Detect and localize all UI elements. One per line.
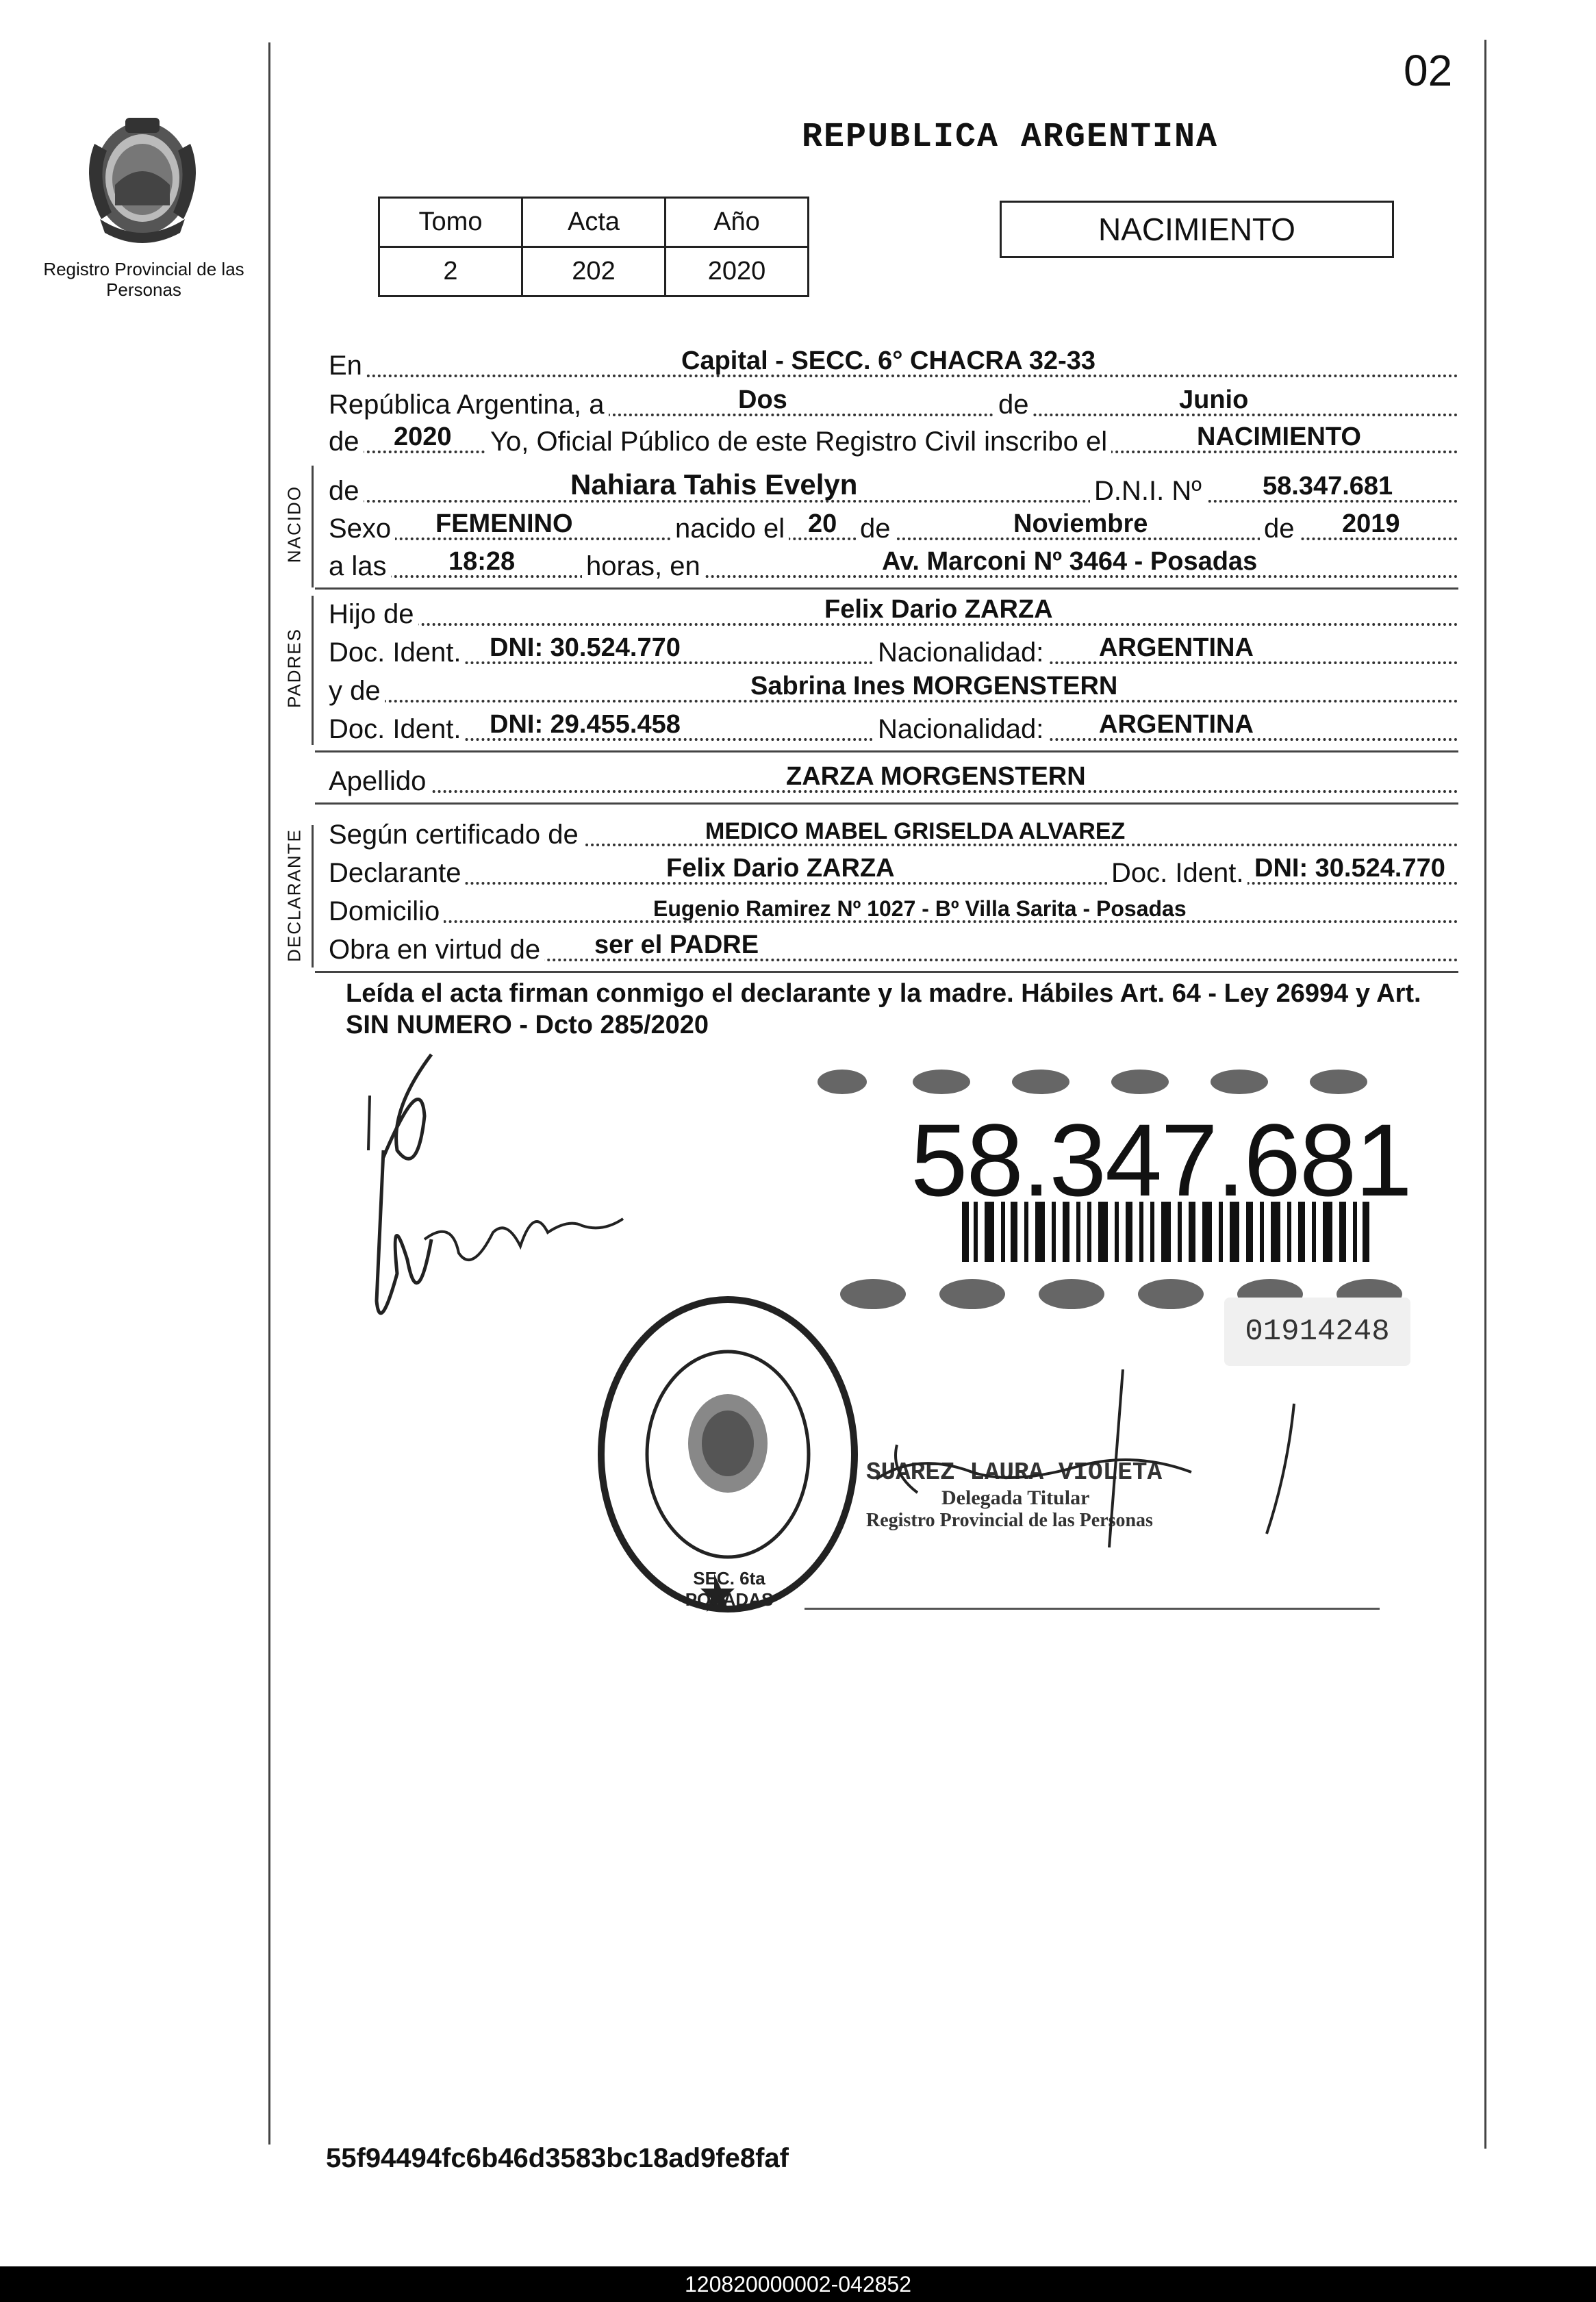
registry-caption: Registro Provincial de las Personas: [43, 259, 244, 300]
value-lugar: Capital - SECC. 6° CHACRA 32-33: [681, 346, 1096, 375]
left-margin-line: [268, 42, 270, 2145]
row-padre: [329, 594, 1458, 635]
value-madre-nac: ARGENTINA: [1099, 710, 1254, 739]
anio-header: Año: [666, 198, 809, 247]
label-de: de: [994, 390, 1033, 420]
value-padre: Felix Dario ZARZA: [824, 595, 1053, 624]
acta-header: Acta: [522, 198, 666, 247]
label-declarante: Declarante: [329, 858, 465, 889]
anio-value: 2020: [666, 247, 809, 296]
label-apellido: Apellido: [329, 766, 430, 797]
tomo-header: Tomo: [379, 198, 522, 247]
value-nombre: Nahiara Tahis Evelyn: [570, 468, 858, 501]
document-title: REPUBLICA ARGENTINA: [801, 118, 1219, 157]
label-de2: de: [856, 514, 895, 544]
label-horas-en: horas, en: [582, 551, 705, 582]
value-madre: Sabrina Ines MORGENSTERN: [750, 672, 1118, 700]
value-mes: Junio: [1179, 385, 1249, 414]
row-acto: [329, 422, 1458, 463]
label-domicilio: Domicilio: [329, 896, 444, 927]
row-nombre: [329, 468, 1458, 512]
label-nacionalidad: Nacionalidad:: [874, 637, 1048, 668]
sticker-dni-number: 58.347.681: [911, 1102, 1411, 1217]
acta-value: 202: [522, 247, 666, 296]
label-segun: Según certificado de: [329, 820, 583, 850]
record-type-box: NACIMIENTO: [1000, 201, 1394, 258]
value-apellido: ZARZA MORGENSTERN: [786, 762, 1086, 791]
label-nacionalidad-madre: Nacionalidad:: [874, 714, 1048, 745]
label-a-las: a las: [329, 551, 391, 582]
signature-delegada: [876, 1369, 1315, 1575]
tomo-value: 2: [379, 247, 522, 296]
row-hora: [329, 546, 1458, 587]
row-fecha: [329, 385, 1458, 426]
value-dia-nac: 20: [808, 509, 837, 538]
record-table: [378, 197, 809, 297]
value-lugar-nac: Av. Marconi Nº 3464 - Posadas: [882, 547, 1258, 576]
footer-code: 120820000002-042852: [0, 2266, 1596, 2302]
value-madre-doc: DNI: 29.455.458: [490, 710, 681, 739]
row-domicilio: [329, 891, 1458, 933]
row-declarante: [329, 853, 1458, 894]
value-padre-nac: ARGENTINA: [1099, 633, 1254, 662]
section-declarante: DECLARANTE: [283, 829, 305, 962]
row-obra: [329, 930, 1458, 971]
row-certificado: [329, 815, 1458, 856]
value-padre-doc: DNI: 30.524.770: [490, 633, 681, 662]
label-obra: Obra en virtud de: [329, 935, 544, 965]
right-margin-line: [1484, 40, 1486, 2149]
row-lugar: [329, 346, 1458, 387]
label-hijo-de: Hijo de: [329, 599, 418, 630]
label-nacido-el: nacido el: [671, 514, 789, 544]
value-certificado: MEDICO MABEL GRISELDA ALVAREZ: [705, 818, 1126, 844]
value-declarante-doc: DNI: 30.524.770: [1254, 854, 1445, 883]
document-hash: 55f94494fc6b46d3583bc18ad9fe8faf: [326, 2143, 789, 2173]
official-office: Registro Provincial de las Personas: [866, 1510, 1153, 1531]
label-de-start: de: [329, 427, 364, 457]
label-de-name: de: [329, 476, 364, 507]
row-sexo: [329, 509, 1458, 550]
value-dia: Dos: [738, 385, 787, 414]
label-en: En: [329, 351, 366, 381]
label-doc-ident: Doc. Ident.: [329, 637, 465, 668]
row-madre-doc: [329, 709, 1458, 750]
official-name: SUAREZ LAURA VIOLETA: [866, 1458, 1163, 1487]
official-role: Delegada Titular: [941, 1487, 1090, 1509]
value-hora: 18:28: [448, 547, 516, 576]
label-dni: D.N.I. Nº: [1090, 476, 1206, 507]
page-number: 02: [1404, 46, 1453, 95]
value-mes-nac: Noviembre: [1013, 509, 1148, 538]
section-nacido: NACIDO: [283, 485, 305, 564]
row-madre: [329, 671, 1458, 712]
value-acto: NACIMIENTO: [1197, 422, 1361, 451]
row-padre-doc: [329, 633, 1458, 674]
label-doc-ident-decl: Doc. Ident.: [1107, 858, 1247, 889]
value-anio: 2020: [394, 422, 452, 451]
sticker-serial: 01914248: [1224, 1298, 1410, 1366]
label-yo: Yo, Oficial Público de este Registro Civil inscribo el: [486, 427, 1111, 457]
value-domicilio: Eugenio Ramirez Nº 1027 - Bº Villa Sarita - Posadas: [653, 896, 1187, 921]
closing-note: Leída el acta firman conmigo el declarante y la madre. Hábiles Art. 64 - Ley 26994 y Art. SIN NUMERO - Dcto 285/2020: [346, 979, 1421, 1039]
label-de3: de: [1260, 514, 1299, 544]
value-sexo: FEMENINO: [435, 509, 573, 538]
value-declarante: Felix Dario ZARZA: [666, 854, 895, 883]
section-padres: PADRES: [283, 628, 305, 708]
label-y-de: y de: [329, 676, 385, 707]
value-dni: 58.347.681: [1263, 472, 1393, 501]
label-sexo: Sexo: [329, 514, 395, 544]
seal-center-text: SEC. 6ta POSADAS: [685, 1568, 774, 1610]
label-republica: República Argentina, a: [329, 390, 609, 420]
value-obra: ser el PADRE: [594, 931, 759, 959]
row-apellido: [329, 761, 1458, 802]
value-anio-nac: 2019: [1342, 509, 1400, 538]
label-doc-ident-madre: Doc. Ident.: [329, 714, 465, 745]
